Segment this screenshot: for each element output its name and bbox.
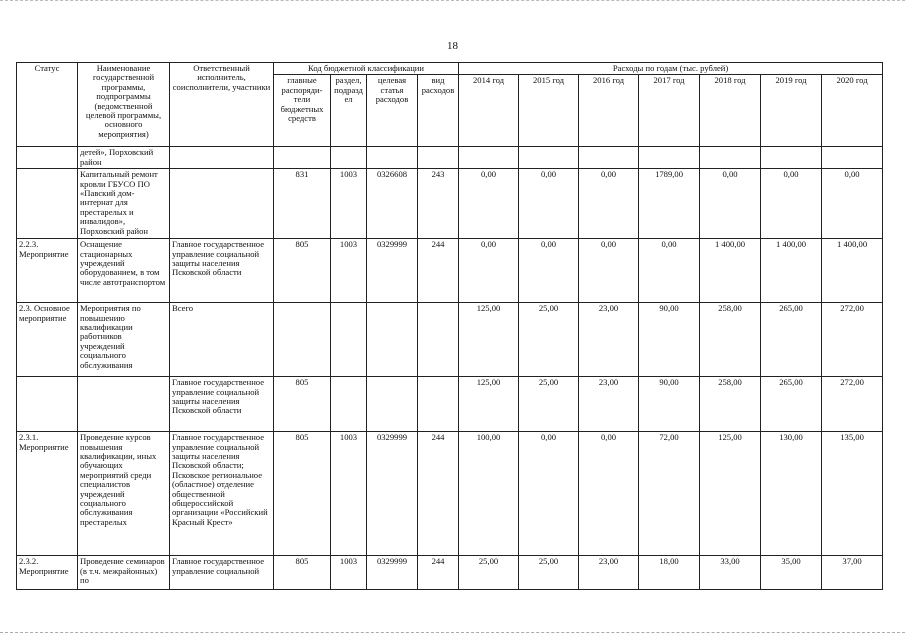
cell-2020: 135,00 xyxy=(822,432,883,556)
table-row xyxy=(17,147,883,169)
table-row xyxy=(17,432,883,556)
header-target: целевая статья расходов xyxy=(367,75,418,147)
header-year-2017: 2017 год xyxy=(639,75,700,147)
cell-2019: 1 400,00 xyxy=(761,239,822,303)
cell-2017: 72,00 xyxy=(639,432,700,556)
header-year-2016: 2016 год xyxy=(579,75,639,147)
cell-2016: 23,00 xyxy=(579,556,639,590)
cell-2020: 0,00 xyxy=(822,169,883,239)
scan-edge-bottom xyxy=(0,632,905,633)
cell-2017 xyxy=(639,147,700,169)
cell-kind: 244 xyxy=(418,239,459,303)
cell-2016: 0,00 xyxy=(579,432,639,556)
cell-2018: 125,00 xyxy=(700,432,761,556)
cell-kind xyxy=(418,303,459,377)
cell-responsible xyxy=(170,169,274,239)
cell-target xyxy=(367,303,418,377)
cell-2015: 25,00 xyxy=(519,377,579,432)
cell-section: 1003 xyxy=(331,239,367,303)
cell-responsible: Всего xyxy=(170,303,274,377)
cell-status: 2.3. Основное мероприятие xyxy=(17,303,78,377)
cell-target xyxy=(367,147,418,169)
cell-grbs: 805 xyxy=(274,556,331,590)
header-year-2018: 2018 год xyxy=(700,75,761,147)
cell-2014: 125,00 xyxy=(459,303,519,377)
cell-2017: 1789,00 xyxy=(639,169,700,239)
cell-section: 1003 xyxy=(331,556,367,590)
table-row xyxy=(17,303,883,377)
cell-2017: 18,00 xyxy=(639,556,700,590)
cell-2020: 272,00 xyxy=(822,377,883,432)
cell-grbs: 805 xyxy=(274,239,331,303)
header-year-2019: 2019 год xyxy=(761,75,822,147)
cell-kind: 244 xyxy=(418,556,459,590)
header-expenses: Расходы по годам (тыс. рублей) xyxy=(459,63,883,75)
header-status: Статус xyxy=(17,63,78,147)
header-year-2015: 2015 год xyxy=(519,75,579,147)
header-kind: вид расходов xyxy=(418,75,459,147)
cell-2014 xyxy=(459,147,519,169)
cell-responsible: Главное государственное управление социальной защиты населения Псковской области; Псковское региональное (областное) отделение общественной общероссийской организации «Российский Красный Крест» xyxy=(170,432,274,556)
table-row xyxy=(17,377,883,432)
cell-grbs: 805 xyxy=(274,377,331,432)
header-year-2014: 2014 год xyxy=(459,75,519,147)
header-name: Наименование государственной программы, подпрограммы (ведомственной целевой программы, основного мероприятия) xyxy=(78,63,170,147)
cell-2020: 1 400,00 xyxy=(822,239,883,303)
cell-name: Капитальный ремонт кровли ГБУСО ПО «Павский дом-интернат для престарелых и инвалидов», Порховский район xyxy=(78,169,170,239)
cell-2017: 0,00 xyxy=(639,239,700,303)
cell-responsible: Главное государственное управление социальной защиты населения Псковской области xyxy=(170,377,274,432)
header-grbs: главные распоряди-тели бюджетных средств xyxy=(274,75,331,147)
scan-edge-top xyxy=(0,0,905,7)
cell-section: 1003 xyxy=(331,432,367,556)
cell-2019: 0,00 xyxy=(761,169,822,239)
cell-kind xyxy=(418,147,459,169)
cell-2016: 0,00 xyxy=(579,239,639,303)
cell-section xyxy=(331,377,367,432)
cell-name: детей», Порховский район xyxy=(78,147,170,169)
cell-name xyxy=(78,377,170,432)
cell-2018: 0,00 xyxy=(700,169,761,239)
cell-name: Проведение семинаров (в т.ч. межрайонных) по xyxy=(78,556,170,590)
cell-2014: 0,00 xyxy=(459,239,519,303)
table-row xyxy=(17,169,883,239)
cell-kind: 243 xyxy=(418,169,459,239)
cell-2016: 23,00 xyxy=(579,303,639,377)
cell-2018: 258,00 xyxy=(700,303,761,377)
cell-grbs: 831 xyxy=(274,169,331,239)
cell-status: 2.3.1. Мероприятие xyxy=(17,432,78,556)
cell-2015: 0,00 xyxy=(519,239,579,303)
cell-kind xyxy=(418,377,459,432)
cell-section xyxy=(331,303,367,377)
cell-responsible xyxy=(170,147,274,169)
cell-status xyxy=(17,169,78,239)
cell-2014: 25,00 xyxy=(459,556,519,590)
cell-2016 xyxy=(579,147,639,169)
table-row xyxy=(17,239,883,303)
cell-2017: 90,00 xyxy=(639,303,700,377)
cell-target xyxy=(367,377,418,432)
cell-status xyxy=(17,147,78,169)
cell-2014: 125,00 xyxy=(459,377,519,432)
cell-2019: 265,00 xyxy=(761,303,822,377)
budget-table xyxy=(16,62,883,590)
cell-status xyxy=(17,377,78,432)
cell-2014: 100,00 xyxy=(459,432,519,556)
cell-name: Проведение курсов повышения квалификации, иных обучающих мероприятий среди специалистов учреждений социального обслуживания престарелых xyxy=(78,432,170,556)
cell-2015 xyxy=(519,147,579,169)
cell-2019: 130,00 xyxy=(761,432,822,556)
cell-2016: 0,00 xyxy=(579,169,639,239)
cell-2015: 0,00 xyxy=(519,432,579,556)
cell-target: 0329999 xyxy=(367,556,418,590)
table-row xyxy=(17,556,883,590)
cell-target: 0329999 xyxy=(367,432,418,556)
cell-2020 xyxy=(822,147,883,169)
cell-2018: 258,00 xyxy=(700,377,761,432)
cell-2019 xyxy=(761,147,822,169)
header-section: раздел, подраздел xyxy=(331,75,367,147)
page-number: 18 xyxy=(447,40,458,52)
header-responsible: Ответственный исполнитель, соисполнители, участники xyxy=(170,63,274,147)
cell-grbs xyxy=(274,147,331,169)
cell-status: 2.2.3. Мероприятие xyxy=(17,239,78,303)
cell-2018: 1 400,00 xyxy=(700,239,761,303)
cell-2017: 90,00 xyxy=(639,377,700,432)
cell-2018: 33,00 xyxy=(700,556,761,590)
cell-2015: 25,00 xyxy=(519,303,579,377)
cell-2016: 23,00 xyxy=(579,377,639,432)
cell-2020: 37,00 xyxy=(822,556,883,590)
cell-2014: 0,00 xyxy=(459,169,519,239)
cell-grbs xyxy=(274,303,331,377)
cell-section: 1003 xyxy=(331,169,367,239)
cell-grbs: 805 xyxy=(274,432,331,556)
cell-2015: 0,00 xyxy=(519,169,579,239)
cell-kind: 244 xyxy=(418,432,459,556)
cell-2019: 265,00 xyxy=(761,377,822,432)
cell-2018 xyxy=(700,147,761,169)
cell-2019: 35,00 xyxy=(761,556,822,590)
cell-section xyxy=(331,147,367,169)
header-budget-code: Код бюджетной классификации xyxy=(274,63,459,75)
cell-responsible: Главное государственное управление социальной защиты населения Псковской области xyxy=(170,239,274,303)
header-year-2020: 2020 год xyxy=(822,75,883,147)
cell-2015: 25,00 xyxy=(519,556,579,590)
cell-responsible: Главное государственное управление социальной xyxy=(170,556,274,590)
cell-name: Мероприятия по повышению квалификации работников учреждений социального обслуживания xyxy=(78,303,170,377)
cell-name: Оснащение стационарных учреждений оборудованием, в том числе автотранспортом xyxy=(78,239,170,303)
cell-target: 0326608 xyxy=(367,169,418,239)
cell-target: 0329999 xyxy=(367,239,418,303)
cell-2020: 272,00 xyxy=(822,303,883,377)
cell-status: 2.3.2. Мероприятие xyxy=(17,556,78,590)
